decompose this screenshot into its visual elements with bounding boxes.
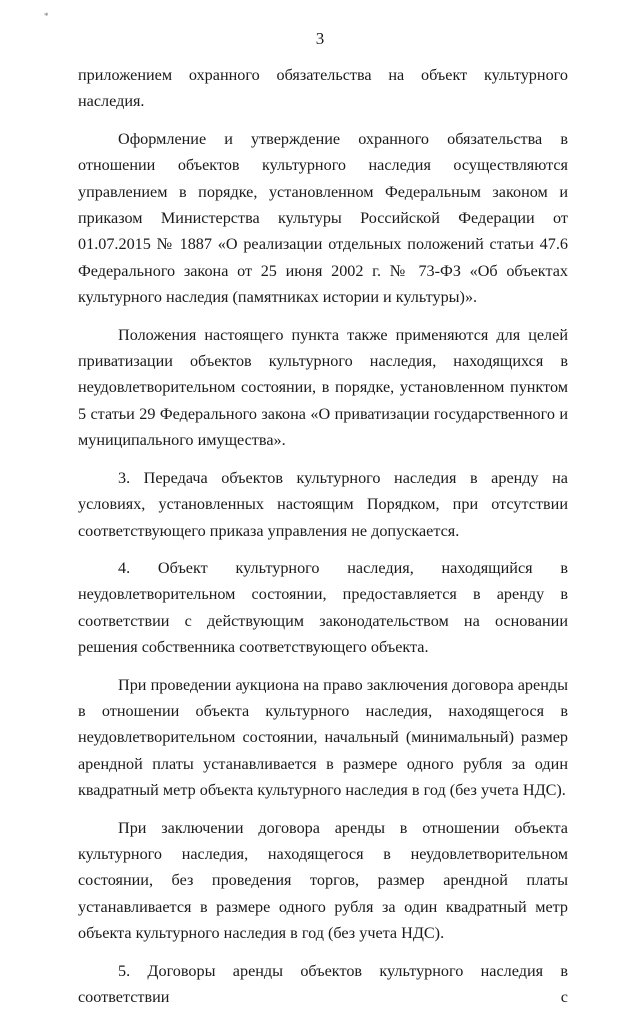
paragraph-privatization: Положения настоящего пункта также применяются для целей приватизации объектов культурного наследия, находящихся в неудовлетворительном состоянии, в порядке, установленном пунктом 5 статьи 29 Федерального закона «О приватизации государственного и муниципального имущества». bbox=[78, 325, 568, 450]
corner-mark: * bbox=[44, 11, 49, 21]
paragraph-no-tender-rent: При заключении договора аренды в отношении объекта культурного наследия, находящегося в неудовлетворительном состоянии, без проведения торгов, размер арендной платы устанавливается в размере одного рубля за один квадратный метр объекта культурного наследия в год (без учета НДС). bbox=[78, 818, 568, 943]
paragraph-registration-order: Оформление и утверждение охранного обязательства в отношении объектов культурного наследия осуществляются управлением в порядке, установленном Федеральным законом и приказом Министерства культуры Российской Федерации от 01.07.2015 № 1887 «О реализации отдельных положений статьи 47.6 Федерального закона от 25 июня 2002 г. № 73-ФЗ «Об объектах культурного наследия (памятниках истории и культуры)». bbox=[78, 129, 568, 307]
paragraph-item-3: 3. Передача объектов культурного наследия в аренду на условиях, установленных настоящим Порядком, при отсутствии соответствующего приказа управления не допускается. bbox=[78, 468, 568, 540]
paragraph-item-5: 5. Договоры аренды объектов культурного наследия в соответствии с bbox=[78, 961, 568, 1006]
document-body bbox=[78, 62, 568, 1021]
paragraph-item-4: 4. Объект культурного наследия, находящийся в неудовлетворительном состоянии, предоставляется в аренду в соответствии с действующим законодательством на основании решения собственника соответствующего объекта. bbox=[78, 558, 568, 657]
paragraph-continuation: приложением охранного обязательства на объект культурного наследия. bbox=[78, 66, 568, 111]
paragraph-auction-rent: При проведении аукциона на право заключения договора аренды в отношении объекта культурного наследия, находящегося в неудовлетворительном состоянии, начальный (минимальный) размер арендной платы устанавливается в размере одного рубля за один квадратный метр объекта культурного наследия в год (без учета НДС). bbox=[78, 675, 568, 800]
page-number: 3 bbox=[315, 29, 325, 48]
